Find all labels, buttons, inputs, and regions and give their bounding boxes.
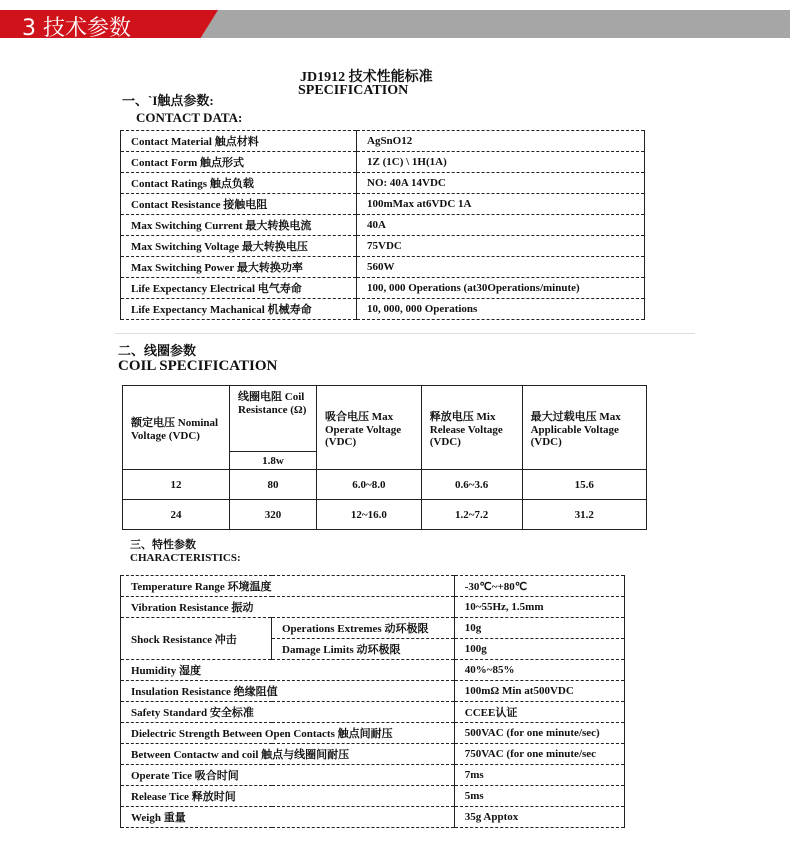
- characteristic-value: 40%~85%: [454, 660, 624, 681]
- contact-row: [121, 278, 645, 299]
- contact-row: [121, 194, 645, 215]
- shock-value: 100g: [454, 639, 624, 660]
- coil-cell: 80: [230, 470, 317, 500]
- contact-value: 100, 000 Operations (at30Operations/minute): [357, 278, 645, 299]
- contact-label: Max Switching Power 最大转换功率: [121, 257, 357, 278]
- characteristic-label: Release Tice 释放时间: [121, 786, 455, 807]
- characteristic-label: Vibration Resistance 振动: [121, 597, 455, 618]
- characteristic-label: Humidity 湿度: [121, 660, 455, 681]
- contact-table: [120, 130, 645, 320]
- coil-row: [123, 470, 647, 500]
- characteristic-row: [121, 807, 625, 828]
- characteristic-label: Safety Standard 安全标准: [121, 702, 455, 723]
- contact-row: [121, 236, 645, 257]
- characteristic-value: 100mΩ Min at500VDC: [454, 681, 624, 702]
- coil-cell: 15.6: [522, 470, 646, 500]
- shock-value: 10g: [454, 618, 624, 639]
- section-title: 3 技术参数: [22, 16, 131, 41]
- contact-row: [121, 152, 645, 173]
- characteristic-label: Dielectric Strength Between Open Contacts 触点间耐压: [121, 723, 455, 744]
- coil-heading-en: COIL SPECIFICATION: [118, 358, 278, 374]
- contact-label: Life Expectancy Machanical 机械寿命: [121, 299, 357, 320]
- contact-value: 560W: [357, 257, 645, 278]
- doc-subtitle: SPECIFICATION: [298, 83, 409, 98]
- contact-row: [121, 215, 645, 236]
- characteristic-value: 5ms: [454, 786, 624, 807]
- characteristic-value: 10~55Hz, 1.5mm: [454, 597, 624, 618]
- coil-cell: 320: [230, 500, 317, 530]
- contact-value: 100mMax at6VDC 1A: [357, 194, 645, 215]
- characteristic-row: [121, 765, 625, 786]
- contact-label: Contact Resistance 接触电阻: [121, 194, 357, 215]
- shock-sub-label: Damage Limits 动环极限: [272, 639, 455, 660]
- coil-header: 吸合电压 Max Operate Voltage (VDC): [317, 386, 422, 470]
- coil-cell: 31.2: [522, 500, 646, 530]
- coil-cell: 6.0~8.0: [317, 470, 422, 500]
- characteristic-row: [121, 660, 625, 681]
- characteristic-row: [121, 723, 625, 744]
- contact-row: [121, 131, 645, 152]
- characteristic-label: Insulation Resistance 绝缘阻值: [121, 681, 455, 702]
- coil-header: 线圈电阻 Coil Resistance (Ω): [230, 386, 317, 452]
- characteristic-label: Operate Tice 吸合时间: [121, 765, 455, 786]
- contact-label: Max Switching Current 最大转换电流: [121, 215, 357, 236]
- characteristic-value: 500VAC (for one minute/sec): [454, 723, 624, 744]
- contact-value: 75VDC: [357, 236, 645, 257]
- characteristic-row: [121, 597, 625, 618]
- contact-label: Contact Form 触点形式: [121, 152, 357, 173]
- coil-cell: 12: [123, 470, 230, 500]
- characteristic-value: -30℃~+80℃: [454, 576, 624, 597]
- coil-row: [123, 500, 647, 530]
- contact-value: AgSnO12: [357, 131, 645, 152]
- shock-label: Shock Resistance 冲击: [121, 618, 272, 660]
- characteristic-value: 35g Apptox: [454, 807, 624, 828]
- contact-label: Max Switching Voltage 最大转换电压: [121, 236, 357, 257]
- characteristic-value: CCEE认证: [454, 702, 624, 723]
- contact-heading-cn: 一、`I触点参数:: [122, 93, 214, 108]
- characteristic-row: [121, 702, 625, 723]
- coil-cell: 12~16.0: [317, 500, 422, 530]
- characteristic-label: Between Contactw and coil 触点与线圈间耐压: [121, 744, 455, 765]
- contact-row: [121, 299, 645, 320]
- doc-title: JD1912 技术性能标准: [300, 70, 433, 85]
- contact-heading-en: CONTACT DATA:: [136, 110, 243, 125]
- coil-cell: 1.2~7.2: [421, 500, 522, 530]
- characteristic-row: [121, 576, 625, 597]
- characteristic-row: [121, 681, 625, 702]
- characteristic-label: Temperature Range 环境温度: [121, 576, 455, 597]
- characteristics-table: [120, 575, 625, 828]
- contact-label: Contact Ratings 触点负载: [121, 173, 357, 194]
- coil-table: [122, 385, 647, 530]
- coil-cell: 0.6~3.6: [421, 470, 522, 500]
- contact-label: Contact Material 触点材料: [121, 131, 357, 152]
- coil-heading-cn: 二、线圈参数: [118, 343, 197, 358]
- contact-value: 40A: [357, 215, 645, 236]
- shock-sub-label: Operations Extremes 动环极限: [272, 618, 455, 639]
- characteristic-row: [121, 786, 625, 807]
- contact-value: NO: 40A 14VDC: [357, 173, 645, 194]
- chars-heading-cn: 三、特性参数: [130, 539, 196, 551]
- shock-row: [121, 618, 625, 639]
- coil-cell: 24: [123, 500, 230, 530]
- coil-header: 额定电压 Nominal Voltage (VDC): [123, 386, 230, 470]
- characteristic-row: [121, 744, 625, 765]
- coil-header: 释放电压 Mix Release Voltage (VDC): [421, 386, 522, 470]
- coil-header: 最大过载电压 Max Applicable Voltage (VDC): [522, 386, 646, 470]
- coil-power: 1.8w: [230, 452, 317, 470]
- chars-heading-en: CHARACTERISTICS:: [130, 552, 241, 564]
- contact-row: [121, 257, 645, 278]
- contact-row: [121, 173, 645, 194]
- contact-value: 1Z (1C) \ 1H(1A): [357, 152, 645, 173]
- contact-value: 10, 000, 000 Operations: [357, 299, 645, 320]
- section-header: [0, 10, 790, 41]
- characteristic-value: 7ms: [454, 765, 624, 786]
- characteristic-value: 750VAC (for one minute/sec: [454, 744, 624, 765]
- characteristic-label: Weigh 重量: [121, 807, 455, 828]
- contact-label: Life Expectancy Electrical 电气寿命: [121, 278, 357, 299]
